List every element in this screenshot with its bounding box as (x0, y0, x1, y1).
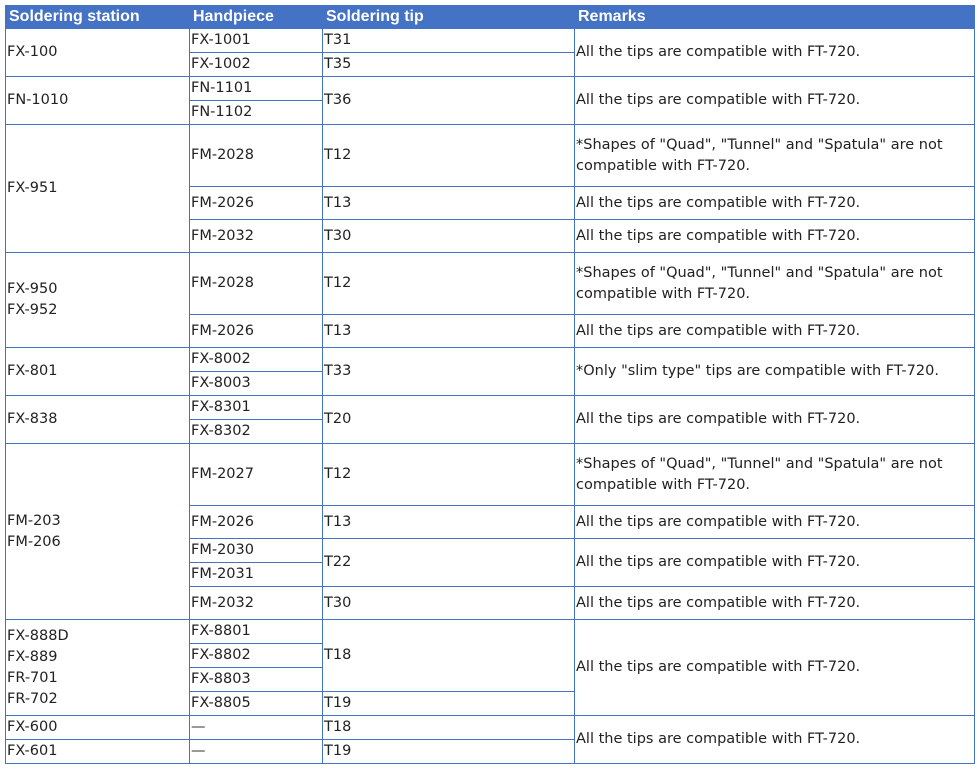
handpiece-cell: FN-1101 (190, 77, 323, 101)
handpiece-cell: FM-2026 (190, 506, 323, 539)
tip-cell: T30 (323, 220, 575, 253)
tip-cell: T31 (323, 29, 575, 53)
tip-cell: T12 (323, 253, 575, 315)
tip-cell: T12 (323, 125, 575, 187)
table-row (6, 716, 975, 740)
tip-cell: T20 (323, 396, 575, 444)
handpiece-cell: — (190, 740, 323, 764)
remarks-cell: *Shapes of "Quad", "Tunnel" and "Spatula" are not compatible with FT-720. (575, 444, 975, 506)
remarks-cell: All the tips are compatible with FT-720. (575, 396, 975, 444)
tip-cell: T13 (323, 187, 575, 220)
station-cell: FX-601 (6, 740, 190, 764)
remarks-cell: All the tips are compatible with FT-720. (575, 506, 975, 539)
station-cell: FM-203 FM-206 (6, 444, 190, 620)
handpiece-cell: FM-2026 (190, 315, 323, 348)
tip-cell: T22 (323, 539, 575, 587)
station-cell: FX-600 (6, 716, 190, 740)
station-cell: FX-838 (6, 396, 190, 444)
handpiece-cell: FX-1001 (190, 29, 323, 53)
handpiece-cell: FX-8003 (190, 372, 323, 396)
handpiece-cell: FX-8002 (190, 348, 323, 372)
header-soldering-tip: Soldering tip (323, 6, 575, 29)
handpiece-cell: FX-8803 (190, 668, 323, 692)
table-row (6, 444, 975, 506)
handpiece-cell: — (190, 716, 323, 740)
handpiece-cell: FM-2027 (190, 444, 323, 506)
handpiece-cell: FX-8802 (190, 644, 323, 668)
header-soldering-station: Soldering station (6, 6, 190, 29)
remarks-cell: *Shapes of "Quad", "Tunnel" and "Spatula" are not compatible with FT-720. (575, 253, 975, 315)
remarks-cell: All the tips are compatible with FT-720. (575, 539, 975, 587)
table-row (6, 77, 975, 101)
table-row (6, 125, 975, 187)
station-cell: FX-888D FX-889 FR-701 FR-702 (6, 620, 190, 716)
remarks-cell: All the tips are compatible with FT-720. (575, 716, 975, 764)
tip-cell: T18 (323, 716, 575, 740)
handpiece-cell: FM-2031 (190, 563, 323, 587)
header-handpiece: Handpiece (190, 6, 323, 29)
tip-cell: T33 (323, 348, 575, 396)
remarks-cell: All the tips are compatible with FT-720. (575, 220, 975, 253)
station-cell: FX-100 (6, 29, 190, 77)
station-cell: FX-950 FX-952 (6, 253, 190, 348)
station-cell: FN-1010 (6, 77, 190, 125)
remarks-cell: All the tips are compatible with FT-720. (575, 587, 975, 620)
tip-cell: T19 (323, 740, 575, 764)
table-row (6, 620, 975, 644)
handpiece-cell: FX-8301 (190, 396, 323, 420)
tip-cell: T18 (323, 620, 575, 692)
tip-cell: T13 (323, 315, 575, 348)
remarks-cell: All the tips are compatible with FT-720. (575, 187, 975, 220)
remarks-cell: All the tips are compatible with FT-720. (575, 315, 975, 348)
tip-cell: T30 (323, 587, 575, 620)
header-remarks: Remarks (575, 6, 975, 29)
table-row (6, 348, 975, 372)
remarks-cell: *Only "slim type" tips are compatible with FT-720. (575, 348, 975, 396)
handpiece-cell: FX-8801 (190, 620, 323, 644)
remarks-cell: All the tips are compatible with FT-720. (575, 620, 975, 716)
remarks-cell: All the tips are compatible with FT-720. (575, 77, 975, 125)
handpiece-cell: FX-1002 (190, 53, 323, 77)
handpiece-cell: FM-2028 (190, 253, 323, 315)
table-header-row (6, 6, 975, 29)
handpiece-cell: FM-2026 (190, 187, 323, 220)
remarks-cell: *Shapes of "Quad", "Tunnel" and "Spatula" are not compatible with FT-720. (575, 125, 975, 187)
handpiece-cell: FX-8302 (190, 420, 323, 444)
tip-cell: T13 (323, 506, 575, 539)
tip-cell: T36 (323, 77, 575, 125)
tip-cell: T19 (323, 692, 575, 716)
station-cell: FX-951 (6, 125, 190, 253)
table-row (6, 253, 975, 315)
table-row (6, 29, 975, 53)
station-cell: FX-801 (6, 348, 190, 396)
tip-cell: T12 (323, 444, 575, 506)
tip-cell: T35 (323, 53, 575, 77)
handpiece-cell: FX-8805 (190, 692, 323, 716)
handpiece-cell: FM-2030 (190, 539, 323, 563)
handpiece-cell: FM-2032 (190, 220, 323, 253)
table-row (6, 396, 975, 420)
compatibility-table (5, 5, 975, 764)
remarks-cell: All the tips are compatible with FT-720. (575, 29, 975, 77)
handpiece-cell: FN-1102 (190, 101, 323, 125)
handpiece-cell: FM-2032 (190, 587, 323, 620)
handpiece-cell: FM-2028 (190, 125, 323, 187)
